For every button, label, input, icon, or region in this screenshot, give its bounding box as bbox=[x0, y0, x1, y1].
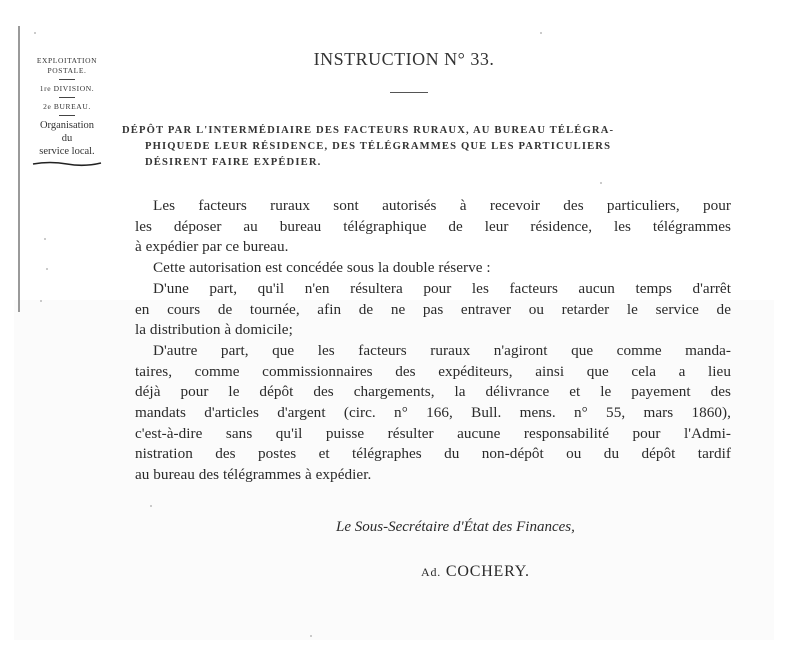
scan-speck bbox=[540, 32, 542, 34]
signature-title: Le Sous-Secrétaire d'État des Finances, bbox=[336, 519, 575, 535]
margin-note-topic-line1: Organisation bbox=[39, 120, 95, 131]
signature-name bbox=[421, 563, 530, 581]
body-line: Les facteurs ruraux sont autorisés à recevoir des particuliers, pour bbox=[153, 197, 731, 214]
scan-speck bbox=[44, 238, 46, 240]
margin-note-topic-line2: du bbox=[61, 133, 73, 144]
body-line: mandats d'articles d'argent (circ. n° 166, Bull. mens. n° 55, mars 1860), bbox=[135, 404, 731, 422]
scan-speck bbox=[40, 300, 42, 302]
body-line: en cours de tournée, afin de ne pas entraver ou retarder le service de bbox=[135, 300, 731, 318]
divider bbox=[59, 115, 75, 116]
signature-surname: COCHERY. bbox=[445, 563, 530, 580]
body-text bbox=[135, 196, 731, 486]
margin-note-bureau: 2e BUREAU. bbox=[43, 102, 91, 111]
body-line: les déposer au bureau télégraphique de leur résidence, les télégrammes bbox=[135, 217, 731, 235]
body-line: nistration des postes et télégraphes du non-dépôt ou du dépôt tardif bbox=[135, 445, 731, 463]
body-line: D'une part, qu'il n'en résultera pour les facteurs aucun temps d'arrêt bbox=[153, 279, 731, 297]
subtitle-line: DÉSIRENT FAIRE EXPÉDIER. bbox=[145, 157, 322, 168]
body-line: taires, comme commissionnaires des expéditeurs, ainsi que cela a lieu bbox=[135, 362, 731, 380]
margin-note-division: 1re DIVISION. bbox=[39, 84, 95, 93]
margin-note-line2: POSTALE. bbox=[47, 66, 87, 75]
margin-note-topic-line3: service local. bbox=[39, 146, 95, 157]
scan-speck bbox=[150, 505, 152, 507]
margin-note-line1: EXPLOITATION bbox=[36, 56, 98, 65]
body-line: déjà pour le dépôt des chargements, la délivrance et le payement des bbox=[135, 383, 731, 401]
document-title: INSTRUCTION N° 33. bbox=[313, 49, 495, 69]
body-line: D'autre part, que les facteurs ruraux n'agiront que comme manda- bbox=[153, 341, 731, 359]
body-line: la distribution à domicile; bbox=[135, 321, 293, 339]
margin-note bbox=[22, 56, 112, 169]
divider bbox=[59, 79, 75, 80]
signature-initial: Ad. bbox=[421, 565, 442, 579]
title-rule bbox=[390, 92, 428, 93]
subtitle-line: PHIQUEDE LEUR RÉSIDENCE, DES TÉLÉGRAMMES QUE LES PARTICULIERS bbox=[145, 141, 612, 152]
divider bbox=[59, 97, 75, 98]
subtitle-line: DÉPÔT PAR L'INTERMÉDIAIRE DES FACTEURS RURAUX, AU BUREAU TÉLÉGRA- bbox=[122, 125, 615, 136]
body-line: c'est-à-dire sans qu'il puisse résulter aucune responsabilité pour l'Admi- bbox=[135, 424, 731, 442]
body-line: Cette autorisation est concédée sous la double réserve : bbox=[153, 259, 491, 277]
scan-speck bbox=[600, 182, 602, 184]
subtitle bbox=[122, 123, 732, 171]
scan-speck bbox=[34, 32, 36, 34]
swash-ornament bbox=[32, 161, 102, 167]
body-line: à expédier par ce bureau. bbox=[135, 238, 289, 256]
scan-speck bbox=[46, 268, 48, 270]
scan-speck bbox=[310, 635, 312, 637]
body-line: au bureau des télégrammes à expédier. bbox=[135, 466, 372, 484]
